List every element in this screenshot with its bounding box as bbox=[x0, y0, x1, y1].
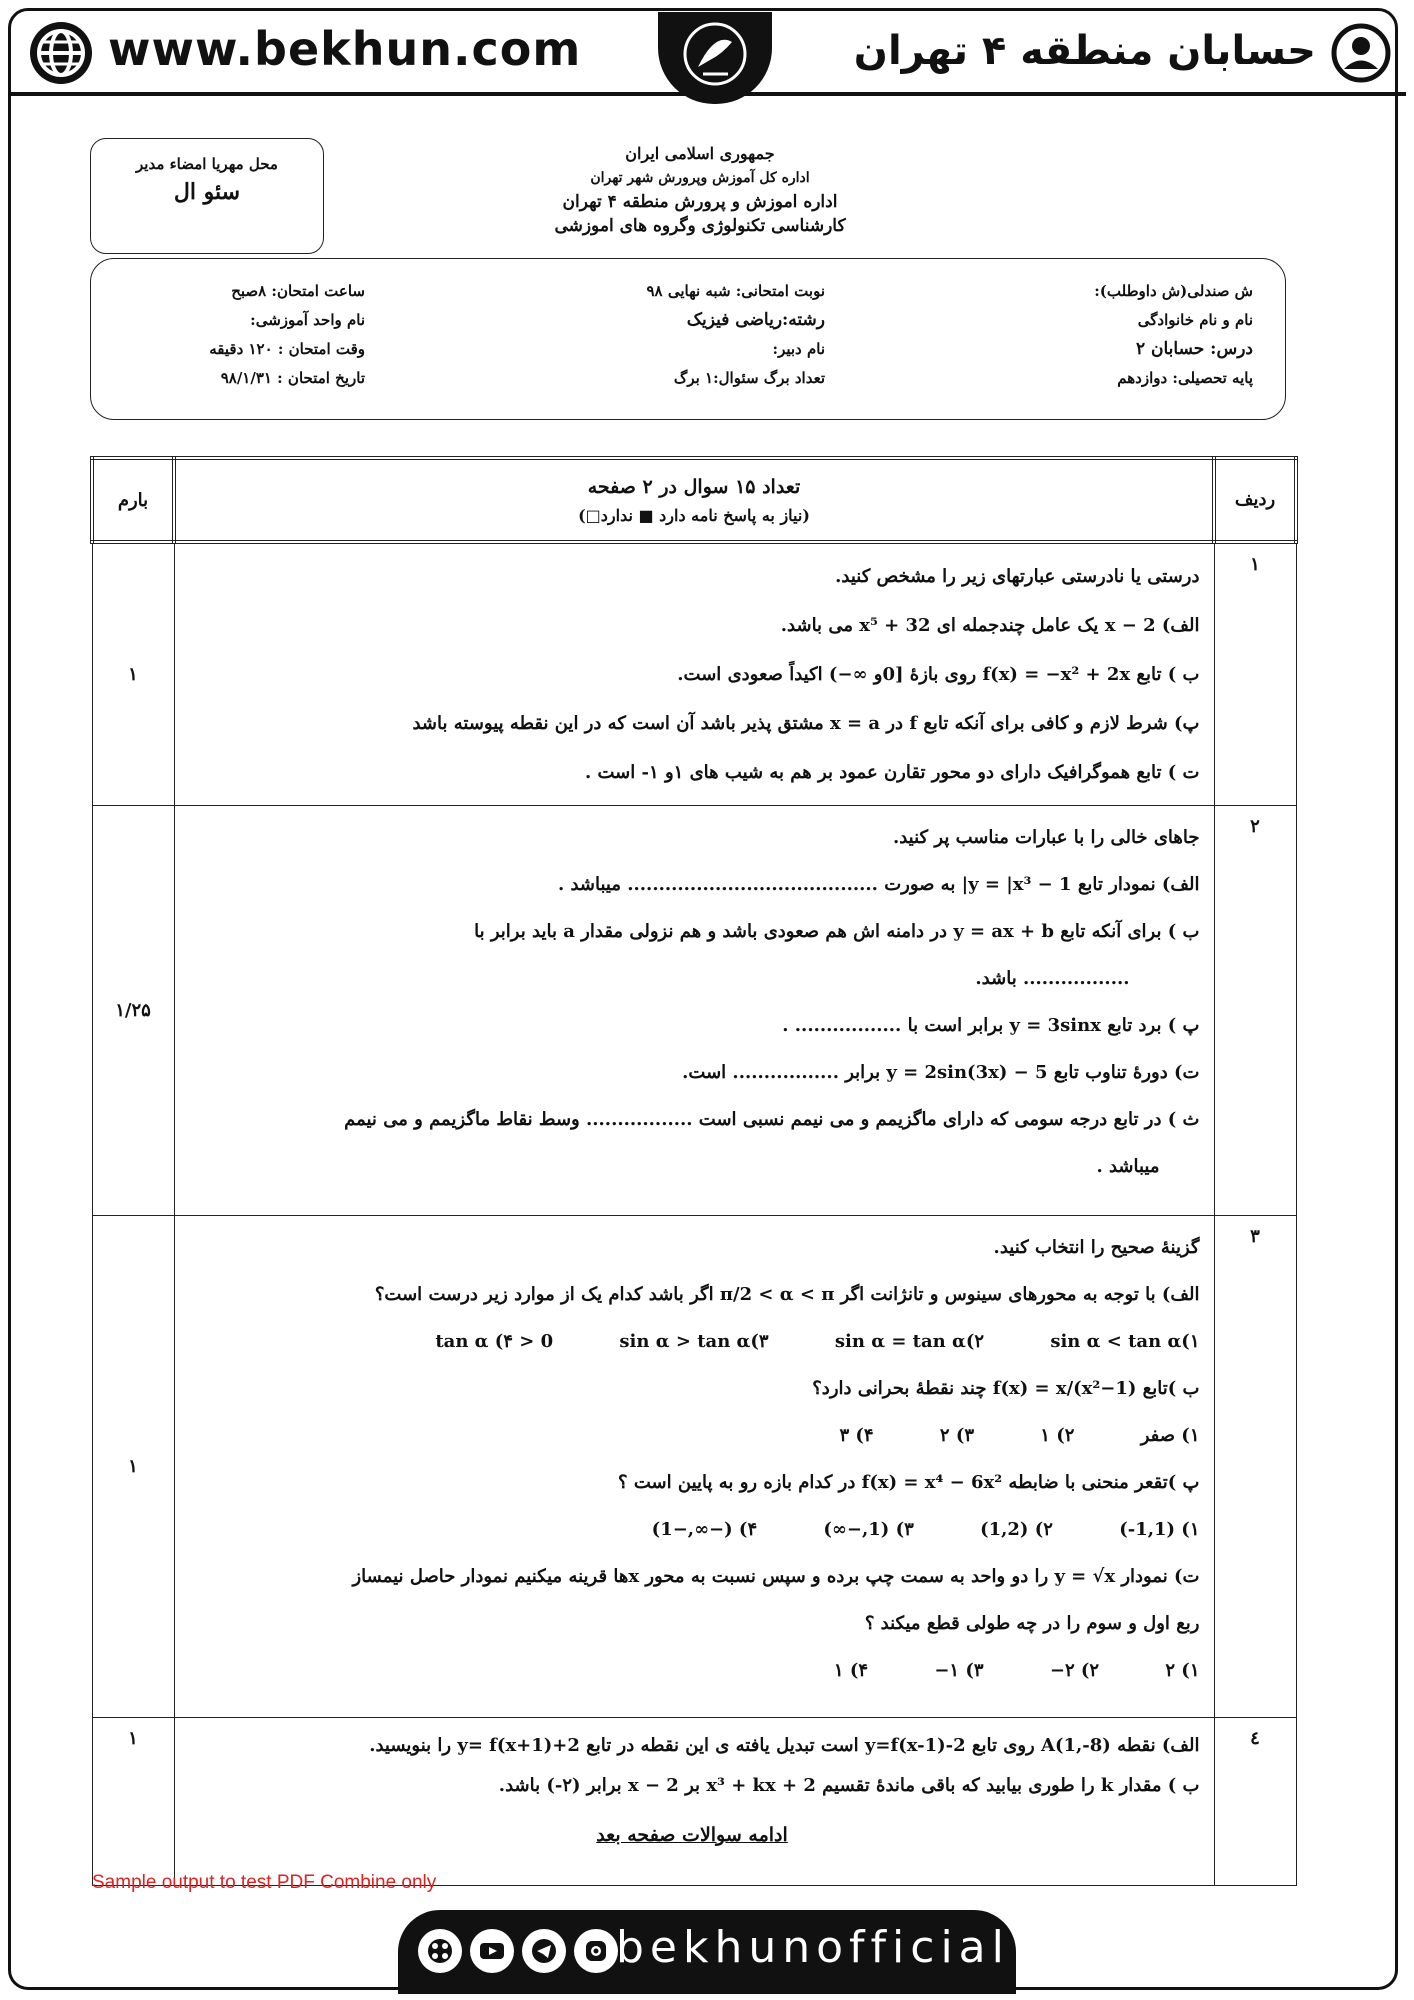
grade-field: پایه تحصیلی: دوازدهم bbox=[1117, 369, 1253, 387]
options-row bbox=[185, 1412, 1200, 1459]
school-unit-field: نام واحد آموزشی: bbox=[250, 311, 365, 329]
course-field: درس: حسابان ۲ bbox=[1135, 339, 1253, 359]
question-label: سئو ال bbox=[173, 179, 241, 205]
question-line: ب ) مقدار k را طوری بیابید که باقی ماندهٔ تقسیم x³ + kx + 2 بر x − 2 برابر (۲-) باشد. bbox=[498, 1775, 1200, 1796]
option: ۴) ۱ bbox=[833, 1660, 869, 1681]
question-score: ۱/۲۵ bbox=[92, 806, 174, 1216]
sample-output-note: Sample output to test PDF Combine only bbox=[92, 1872, 437, 1893]
option: ۲) ۱ bbox=[1040, 1425, 1075, 1446]
exam-info-box bbox=[90, 258, 1286, 420]
table-row bbox=[92, 806, 1296, 1216]
question-score: ۱ bbox=[92, 542, 174, 806]
option: ۴) (−∞,−1) bbox=[651, 1519, 758, 1540]
question-number: ۱ bbox=[1214, 542, 1296, 806]
question-line: ت) دورهٔ تناوب تابع y = 2sin(3x) − 5 برابر ................. است. bbox=[682, 1062, 1200, 1083]
top-divider bbox=[8, 92, 1406, 96]
option: ۱) (1,1-) bbox=[1119, 1519, 1200, 1540]
question-body bbox=[174, 1216, 1214, 1718]
option: ۲) ۲− bbox=[1049, 1660, 1100, 1681]
user-icon bbox=[1330, 22, 1392, 84]
question-score: ۱ bbox=[92, 1216, 174, 1718]
question-number: ٤ bbox=[1214, 1718, 1296, 1886]
header-title: تعداد ۱۵ سوال در ۲ صفحه bbox=[587, 475, 801, 498]
option: ۱) ۲ bbox=[1165, 1660, 1200, 1681]
session-field: نوبت امتحانی: شبه نهایی ۹۸ bbox=[646, 282, 825, 300]
question-line: ت) نمودار y = √x را دو واحد به سمت چپ برده و سپس نسبت به محور xها قرینه میکنیم نمودار حاصل نیمساز bbox=[352, 1566, 1200, 1587]
question-line: درستی یا نادرستی عبارتهای زیر را مشخص کنید. bbox=[835, 566, 1200, 587]
question-line: الف) نقطه A(1,-8) روی تابع y=f(x-1)-2 است تبدیل یافته ی این نقطه در تابع y= f(x+1)+2 را بنویسید. bbox=[369, 1735, 1200, 1756]
aparat-icon[interactable] bbox=[418, 1929, 462, 1973]
signature-label: محل مهریا امضاء مدیر bbox=[136, 155, 278, 173]
question-line: ربع اول و سوم را در چه طولی قطع میکند ؟ bbox=[864, 1613, 1200, 1634]
table-header-row bbox=[92, 458, 1296, 542]
student-name-field: نام و نام خانوادگی bbox=[1137, 311, 1253, 329]
telegram-icon[interactable] bbox=[522, 1929, 566, 1973]
questions-table bbox=[90, 456, 1298, 1886]
question-line: الف) x − 2 یک عامل چندجمله ای x⁵ + 32 می باشد. bbox=[780, 615, 1200, 636]
sheet-count-field: تعداد برگ سئوال:۱ برگ bbox=[673, 369, 825, 387]
question-line: جاهای خالی را با عبارات مناسب پر کنید. bbox=[892, 827, 1200, 848]
org-line-3: اداره اموزش و پرورش منطقه ۴ تهران bbox=[562, 192, 838, 212]
info-column-time bbox=[209, 277, 365, 393]
option: ۱) صفر bbox=[1140, 1425, 1200, 1446]
question-body bbox=[174, 1718, 1214, 1886]
question-line: پ ) برد تابع y = 3sinx برابر است با ................. . bbox=[782, 1015, 1200, 1036]
option: ۴) ۳ bbox=[839, 1425, 874, 1446]
question-line: گزینهٔ صحیح را انتخاب کنید. bbox=[993, 1237, 1200, 1258]
question-line: ث ) در تابع درجه سومی که دارای ماگزیمم و می نیمم نسبی است ................. وسط نقاط ماگزیمم و می نیمم bbox=[344, 1109, 1200, 1130]
option: 0 < tan α (۴ bbox=[435, 1331, 554, 1352]
table-row bbox=[92, 1718, 1296, 1886]
youtube-icon[interactable] bbox=[470, 1929, 514, 1973]
info-column-student bbox=[1094, 277, 1253, 393]
options-row bbox=[185, 1318, 1200, 1365]
signature-box bbox=[90, 138, 324, 254]
question-line: ب ) برای آنکه تابع y = ax + b در دامنه اش هم صعودی باشد و هم نزولی مقدار a باید برابر با bbox=[474, 921, 1200, 942]
header-subtitle: (نیاز به پاسخ نامه دارد ■ ندارد□) bbox=[578, 505, 810, 525]
table-row bbox=[92, 1216, 1296, 1718]
question-number: ۳ bbox=[1214, 1216, 1296, 1718]
question-line: الف) نمودار تابع y = |x³ − 1| به صورت ........................................ میباشد . bbox=[557, 874, 1200, 895]
question-line: پ )تقعر منحنی با ضابطه f(x) = x⁴ − 6x² در کدام بازه رو به پایین است ؟ bbox=[618, 1472, 1200, 1493]
option: sin α = tan α(۲ bbox=[834, 1331, 985, 1352]
question-body bbox=[174, 542, 1214, 806]
duration-field: وقت امتحان : ۱۲۰ دقیقه bbox=[209, 340, 365, 358]
question-line: ب )تابع f(x) = x/(x²−1) چند نقطهٔ بحرانی دارد؟ bbox=[812, 1378, 1200, 1399]
org-line-1: جمهوری اسلامی ایران bbox=[625, 144, 775, 163]
site-url[interactable]: www.bekhun.com bbox=[108, 22, 582, 76]
globe-icon bbox=[30, 22, 92, 84]
question-body bbox=[174, 806, 1214, 1216]
brand-logo-icon bbox=[658, 12, 772, 104]
options-row bbox=[185, 1647, 1200, 1694]
organization-header bbox=[440, 142, 960, 238]
field-of-study: رشته:ریاضی فیزیک bbox=[686, 310, 825, 330]
header-title-cell bbox=[174, 458, 1214, 542]
options-row bbox=[185, 1506, 1200, 1553]
option: ۳) ۱− bbox=[934, 1660, 984, 1681]
social-icons bbox=[418, 1929, 618, 1975]
question-line: پ) شرط لازم و کافی برای آنکه تابع f در x = a مشتق پذیر باشد آن است که در این نقطه پیوسته باشد bbox=[412, 713, 1200, 734]
org-line-4: کارشناسی تکنولوژی وگروه های اموزشی bbox=[554, 216, 846, 236]
exam-date-field: تاریخ امتحان : ۹۸/۱/۳۱ bbox=[220, 369, 365, 387]
header-score: بارم bbox=[92, 458, 174, 542]
option: ۲) (1,2) bbox=[980, 1519, 1053, 1540]
option: ۳) (1,−∞) bbox=[823, 1519, 914, 1540]
seat-number-field: ش صندلی(ش داوطلب): bbox=[1094, 282, 1253, 300]
page-title: حسابان منطقه ۴ تهران bbox=[853, 28, 1316, 74]
org-line-2: اداره کل آموزش وپرورش شهر تهران bbox=[590, 170, 810, 186]
option: sin α > tan α(۳ bbox=[619, 1331, 769, 1352]
option: sin α < tan α(۱ bbox=[1050, 1331, 1200, 1352]
question-line: الف) با توجه به محورهای سینوس و تانژانت اگر π/2 < α < π اگر باشد کدام یک از موارد زیر درست است؟ bbox=[374, 1284, 1200, 1305]
question-line: ................. باشد. bbox=[975, 968, 1130, 989]
header-row-number: ردیف bbox=[1214, 458, 1296, 542]
question-score: ۱ bbox=[92, 1718, 174, 1886]
question-line: ب ) تابع f(x) = −x² + 2x روی بازهٔ [0و ∞−) اکیداً صعودی است. bbox=[677, 664, 1200, 685]
question-line: میباشد . bbox=[1096, 1156, 1160, 1177]
teacher-field: نام دبیر: bbox=[772, 340, 825, 358]
top-bar bbox=[8, 8, 1406, 96]
social-handle[interactable]: bekhunofficial bbox=[616, 1922, 1010, 1973]
table-row bbox=[92, 542, 1296, 806]
continue-next-page: ادامه سوالات صفحه بعد bbox=[596, 1824, 788, 1846]
question-number: ۲ bbox=[1214, 806, 1296, 1216]
question-line: ت ) تابع هموگرافیک دارای دو محور تقارن عمود بر هم به شیب های ۱و ۱- است . bbox=[584, 762, 1200, 783]
info-column-exam bbox=[646, 277, 825, 393]
exam-time-field: ساعت امتحان: ۸صبح bbox=[231, 282, 365, 300]
option: ۳) ۲ bbox=[939, 1425, 975, 1446]
instagram-icon[interactable] bbox=[574, 1929, 618, 1973]
